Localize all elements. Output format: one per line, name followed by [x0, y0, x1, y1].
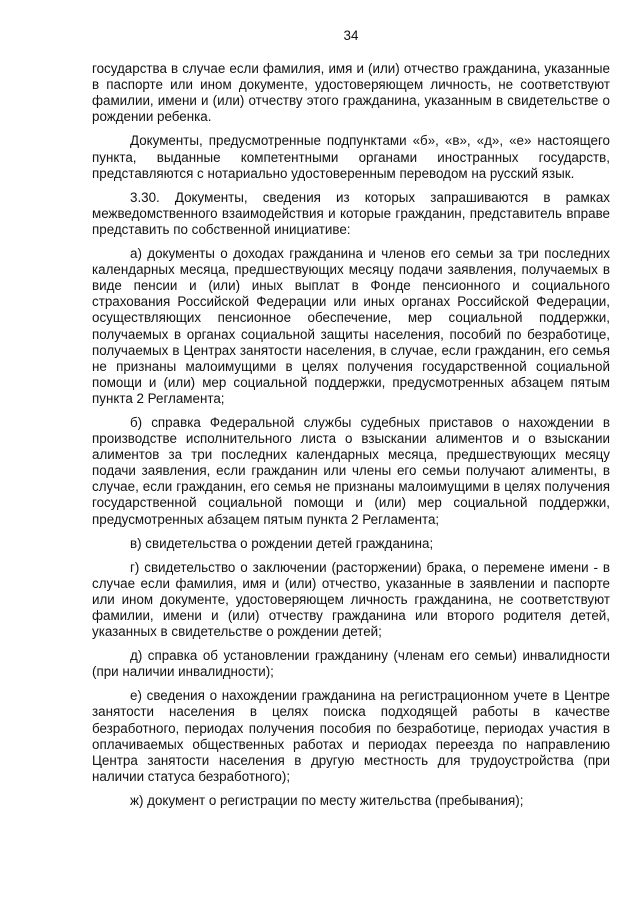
- page-number: 34: [343, 28, 359, 43]
- list-item-a: а) документы о доходах гражданина и членов его семьи за три последних календарных месяца, предшествующих месяцу подачи заявления, получаемых в виде пенсии и (или) иных выплат в Фонде пенсионного и социального страхования Российской Федерации или иных органах Российской Федерации, осуществляющих пенсионное обеспечение, мер социальной поддержки, получаемых в органах социальной защиты населения, пособий по безработице, получаемых в Центрах занятости населения, в случае, если гражданин, его семья не признаны малоимущими в целях получения государственной социальной помощи и (или) мер социальной поддержки, предусмотренных абзацем пятым пункта 2 Регламента;: [92, 246, 610, 406]
- paragraph-3-30: 3.30. Документы, сведения из которых запрашиваются в рамках межведомственного взаимодействия и которые гражданин, представитель вправе представить по собственной инициативе:: [92, 189, 610, 237]
- list-item-d: д) справка об установлении гражданину (членам его семьи) инвалидности (при наличии инвалидности);: [92, 648, 610, 680]
- paragraph-foreign-documents: Документы, предусмотренные подпунктами «б», «в», «д», «е» настоящего пункта, выданные компетентными органами иностранных государств, представляются с нотариально удостоверенным переводом на русский язык.: [92, 133, 610, 181]
- list-item-b: б) справка Федеральной службы судебных приставов о нахождении в производстве исполнительного листа о взыскании алиментов и о взыскании алиментов за три последних календарных месяца, предшествующих месяцу подачи заявления, если гражданин или члены его семьи получают алименты, в случае, если гражданин, его семья не признаны малоимущими в целях получения государственной социальной помощи и (или) мер социальной поддержки, предусмотренных абзацем пятым пункта 2 Регламента;: [92, 414, 610, 527]
- list-item-g: г) свидетельство о заключении (расторжении) брака, о перемене имени - в случае если фамилия, имя и (или) отчество, указанные в заявлении и паспорте или ином документе, удостоверяющем личность гражданина, не соответствуют фамилии, имени и (или) отчеству гражданина или второго родителя детей, указанных в свидетельстве о рождении детей;: [92, 559, 610, 640]
- list-item-zh: ж) документ о регистрации по месту жительства (пребывания);: [130, 792, 524, 808]
- list-item-v: в) свидетельства о рождении детей гражданина;: [130, 535, 434, 551]
- list-item-e: е) сведения о нахождении гражданина на регистрационном учете в Центре занятости населения в целях поиска подходящей работы в качестве безработного, периодах получения пособия по безработице, периодах участия в оплачиваемых общественных работах и периодах переезда по направлению Центра занятости населения в другую местность для трудоустройства (при наличии статуса безработного);: [92, 688, 610, 784]
- document-page: [92, 28, 610, 817]
- paragraph-continuation: государства в случае если фамилия, имя и (или) отчество гражданина, указанные в паспорте или ином документе, удостоверяющем личность, не соответствуют фамилии, имени и (или) отчеству этого гражданина, указанным в свидетельстве о рождении ребенка.: [92, 61, 610, 125]
